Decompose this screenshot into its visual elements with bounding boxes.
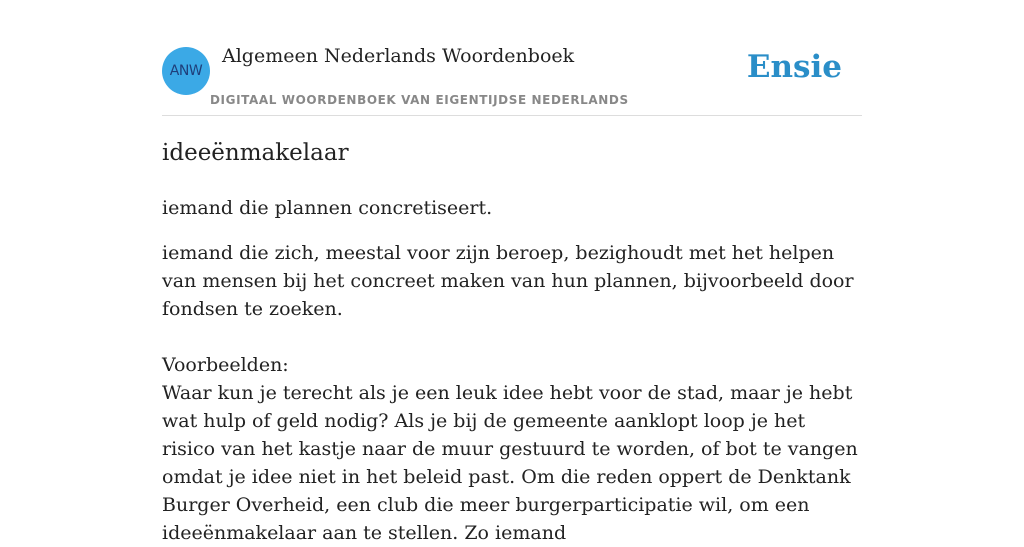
site-header <box>162 0 862 116</box>
site-subtitle: DIGITAAL WOORDENBOEK VAN EIGENTIJDSE NEDERLANDS <box>210 93 629 107</box>
ensie-brand-link[interactable]: Ensie <box>746 49 842 85</box>
anw-logo[interactable] <box>162 47 210 95</box>
page-container <box>162 0 862 544</box>
example-text: Waar kun je terecht als je een leuk idee hebt voor de stad, maar je hebt wat hulp of geld nodig? Als je bij de gemeente aanklopt loop je het risico van het kastje naar de muur gestuurd te worden, of bot te vangen omdat je idee niet in het beleid past. Om die reden oppert de Denktank Burger Overheid, een club die meer burgerparticipatie wil, om een ideeënmakelaar aan te stellen. Zo iemand <box>162 382 858 544</box>
site-title[interactable]: Algemeen Nederlands Woordenboek <box>222 45 575 67</box>
examples-label: Voorbeelden: <box>162 354 289 376</box>
logo-text: ANW <box>169 63 203 79</box>
entry-word: ideeënmakelaar <box>162 140 349 166</box>
short-definition: iemand die plannen concretiseert. <box>162 197 493 219</box>
long-definition: iemand die zich, meestal voor zijn beroep, bezighoudt met het helpen van mensen bij het concreet maken van hun plannen, bijvoorbeeld door fondsen te zoeken. <box>162 242 854 320</box>
